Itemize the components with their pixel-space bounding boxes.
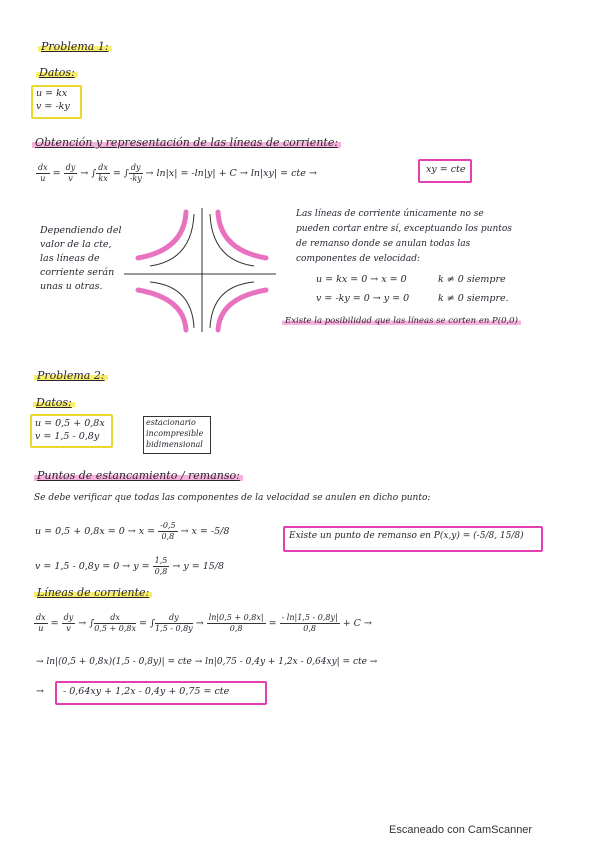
problem-2-section-2: Líneas de corriente:	[34, 586, 152, 599]
condition-u: u = kx = 0 → x = 0	[316, 274, 407, 285]
condition-v: v = -ky = 0 → y = 0	[316, 293, 410, 304]
hyperbola-pink-q1	[218, 212, 266, 258]
problem-2-title: Problema 2:	[34, 369, 108, 382]
p2-u-equation: u = 0,5 + 0,8x = 0 → x = $\frac{-0,5}{0,8}$ → x = -5/8	[35, 521, 230, 541]
hyperbola-pink-q4	[218, 290, 266, 330]
frac-dx-u-2: $\frac{dx}{u}$	[36, 613, 46, 633]
streamlines-graph	[120, 206, 280, 334]
frac-dy-v: $\frac{dy}{v}$	[65, 163, 76, 183]
frac-int-dy-ky: $\frac{dy}{-ky}$	[129, 163, 142, 183]
frac-dx-u: $\frac{dx}{u}$	[38, 163, 48, 183]
result-xy-cte: xy = cte	[426, 164, 466, 175]
datos-u: u = kx	[36, 88, 68, 99]
p2-log-equation: → ln|(0,5 + 0,8x)(1,5 - 0,8y)| = cte → ln|0,75 - 0,4y + 1,2x - 0,64xy| = cte →	[36, 657, 378, 667]
datos-v-2: v = 1,5 - 0,8y	[35, 431, 100, 442]
datos-v: v = -ky	[36, 101, 70, 112]
datos-u-2: u = 0,5 + 0,8x	[35, 418, 105, 429]
p2-statement: Se debe verificar que todas las componentes de la velocidad se anulen en dicho punto:	[34, 493, 431, 503]
stagnation-point: Existe un punto de remanso en P(x,y) = (-5/8, 15/8)	[289, 531, 524, 541]
frac-ln-x: $\frac{\ln|0,5 + 0,8x|}{0,8}$	[208, 613, 264, 633]
frac-int-dy: $\frac{dy}{1,5 - 0,8y}$	[154, 613, 193, 633]
p1-equation-row: $\frac{dx}{u}$ = $\frac{dy}{v}$ → ∫ $\frac{dx}{kx}$ = ∫ $\frac{dy}{-ky}$ → ln|x| = -ln|y| + C → ln|xy| = cte →	[38, 163, 317, 183]
frac-int-dx-kx: $\frac{dx}{kx}$	[98, 163, 108, 183]
frac-ln-y: $\frac{- \ln|1,5 - 0,8y|}{0,8}$	[281, 613, 338, 633]
problem-1-datos-label: Datos:	[36, 66, 78, 79]
condition-u-note: k ≠ 0 siempre	[438, 274, 506, 285]
final-result: - 0,64xy + 1,2x - 0,4y + 0,75 = cte	[63, 686, 230, 697]
scanner-footer: Escaneado con CamScanner	[389, 824, 533, 836]
condition-v-note: k ≠ 0 siempre.	[438, 293, 509, 304]
hyperbola-pink-q3	[138, 290, 186, 330]
problem-1-section: Obtención y representación de las líneas de corriente:	[32, 136, 341, 149]
hyperbola-pink-q2	[138, 212, 186, 258]
flow-properties: estacionario incompresible bidimensional	[146, 418, 204, 449]
frac-dy-v-2: $\frac{dy}{v}$	[63, 613, 74, 633]
frac-y: $\frac{1,5}{0,8}$	[154, 556, 168, 576]
problem-2-section: Puntos de estancamiento / remanso:	[34, 469, 243, 482]
final-arrow: →	[36, 686, 44, 697]
problem-2-datos-label: Datos:	[33, 396, 75, 409]
p1-conclusion: Existe la posibilidad que las líneas se corten en P(0,0)	[282, 316, 521, 326]
problem-1-title: Problema 1:	[38, 40, 112, 53]
right-note: Las líneas de corriente únicamente no se pueden cortar entre sí, exceptuando los puntos de remanso donde se anulan todas las componentes de velocidad:	[296, 209, 512, 264]
p2-streamline-equation: $\frac{dx}{u}$ = $\frac{dy}{v}$ → ∫ $\frac{dx}{0,5 + 0,8x}$ = ∫ $\frac{dy}{1,5 - 0,8y}$ → $\frac{\ln|0,5 + 0,8x|}{0,8}$ = $\frac{- \ln|1,5 - 0,8y|}{0,8}$ + C →	[36, 613, 372, 633]
frac-int-dx: $\frac{dx}{0,5 + 0,8x}$	[94, 613, 136, 633]
p2-v-equation: v = 1,5 - 0,8y = 0 → y = $\frac{1,5}{0,8}$ → y = 15/8	[35, 556, 225, 576]
left-note: Dependiendo del valor de la cte, las líneas de corriente serán unas u otras.	[40, 225, 122, 292]
frac-x: $\frac{-0,5}{0,8}$	[160, 521, 176, 541]
